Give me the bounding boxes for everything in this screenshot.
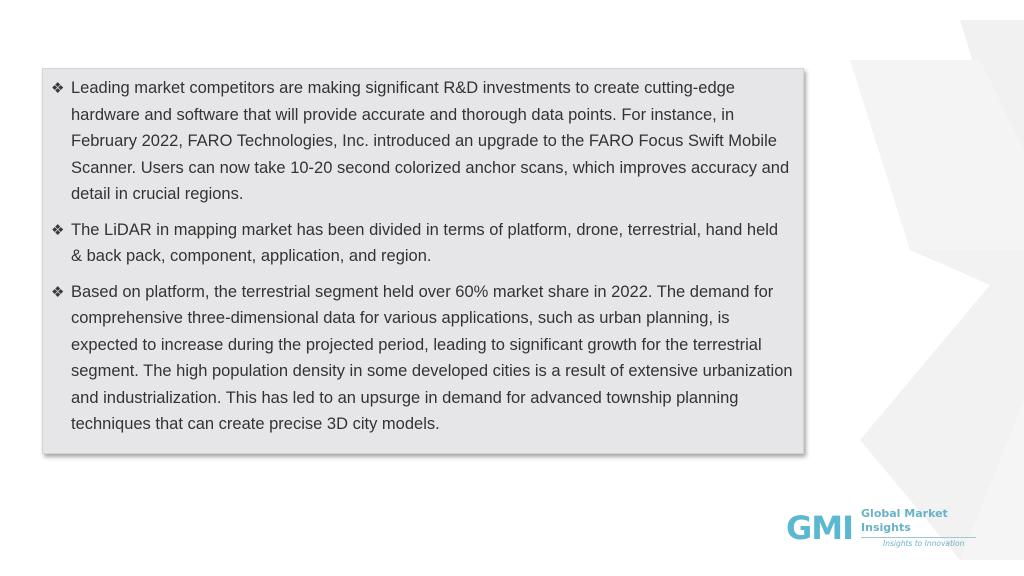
diamond-bullet-icon: ❖ [51, 79, 65, 97]
logo-mark: GMI [786, 509, 854, 547]
diamond-bullet-icon: ❖ [51, 282, 65, 301]
company-logo [786, 508, 976, 548]
logo-name: Global Market Insights [861, 507, 976, 538]
bullet-text: Leading market competitors are making significant R&D investments to create cutting-edge hardware and software that will provide accurate and thorough data points. For instance, in February 2022, FARO Technologies, Inc. introduced an upgrade to the FARO Focus Swift Mobile Scanner. Users can now take 10-20 second colorized anchor scans, which improves accuracy and detail in crucial regions. [71, 79, 790, 203]
logo-tagline: Insights to Innovation [883, 538, 965, 548]
bullet-text: Based on platform, the terrestrial segment held over 60% market share in 2022. The demand for comprehensive three-dimensional data for various applications, such as urban planning, is expected to increase during the projected period, leading to significant growth for the terrestrial segment. The high population density in some developed cities is a result of extensive urbanization and industrialization. This has led to an upsurge in demand for advanced township planning techniques that can create precise 3D city models. [71, 282, 793, 433]
diamond-bullet-icon: ❖ [51, 220, 65, 239]
bullet-item [51, 279, 793, 438]
logo-text-block [861, 507, 976, 550]
bullet-item [51, 217, 793, 270]
bullet-item [51, 75, 793, 208]
bullet-text: The LiDAR in mapping market has been divided in terms of platform, drone, terrestrial, hand held & back pack, component, application, and region. [71, 220, 779, 265]
content-panel [42, 68, 804, 454]
